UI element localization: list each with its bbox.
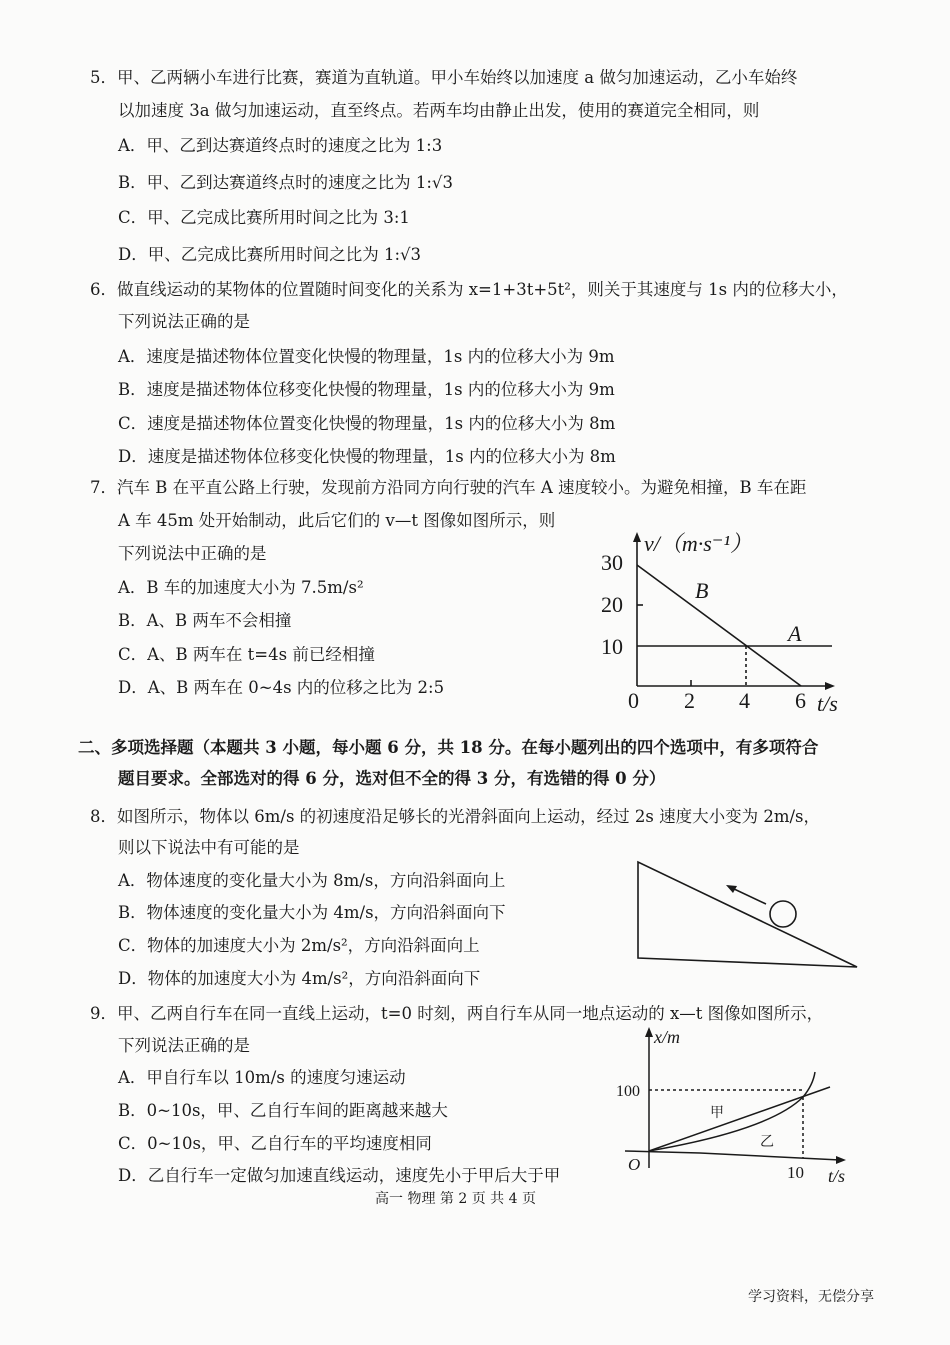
q9-option-a: A．甲自行车以 10m/s 的速度匀速运动: [118, 1068, 406, 1087]
section2-heading-1: 二、多项选择题（本题共 3 小题，每小题 6 分，共 18 分。在每小题列出的四个选项中，有多项符合: [78, 738, 819, 757]
q5-option-d: D．甲、乙完成比赛所用时间之比为 1:√3: [118, 245, 422, 264]
q7-option-b: B．A、B 两车不会相撞: [118, 611, 292, 630]
q7-option-c: C．A、B 两车在 t=4s 前已经相撞: [118, 645, 375, 664]
x-tick-2: 2: [684, 688, 695, 713]
q5-stem-1: 5．甲、乙两辆小车进行比赛，赛道为直轨道。甲小车始终以加速度 a 做匀加速运动，乙小车始终: [90, 68, 798, 87]
q9-option-d: D．乙自行车一定做匀加速直线运动，速度先小于甲后大于甲: [118, 1166, 561, 1185]
q9-stem-2: 下列说法正确的是: [118, 1036, 250, 1055]
x-axis: [625, 1151, 840, 1160]
x-axis-label: t/s: [828, 1166, 846, 1186]
y-tick-100: 100: [616, 1083, 640, 1100]
q7-option-d: D．A、B 两车在 0~4s 内的位移之比为 2:5: [118, 678, 445, 697]
q6-option-a: A．速度是描述物体位置变化快慢的物理量，1s 内的位移大小为 9m: [118, 347, 615, 366]
y-tick-30: 30: [601, 550, 623, 575]
q5-option-c: C．甲、乙完成比赛所用时间之比为 3:1: [118, 208, 410, 227]
q9-stem-1: 9．甲、乙两自行车在同一直线上运动，t=0 时刻，两自行车从同一地点运动的 x—t 图像如图所示，: [90, 1004, 824, 1023]
q6-option-c: C．速度是描述物体位置变化快慢的物理量，1s 内的位移大小为 8m: [118, 414, 616, 433]
x-tick-10: 10: [787, 1163, 804, 1182]
q6-stem-2: 下列说法正确的是: [118, 312, 250, 331]
x-tick-6: 6: [795, 688, 806, 713]
y-tick-20: 20: [601, 592, 623, 617]
q8-stem-2: 则以下说法中有可能的是: [118, 838, 300, 857]
q8-option-d: D．物体的加速度大小为 4m/s²，方向沿斜面向下: [118, 969, 481, 988]
q5-option-b: B．甲、乙到达赛道终点时的速度之比为 1:√3: [118, 173, 453, 192]
y-axis-label: v/（m·s⁻¹）: [644, 531, 753, 556]
q6-option-b: B．速度是描述物体位移变化快慢的物理量，1s 内的位移大小为 9m: [118, 380, 615, 399]
origin-label: O: [628, 1155, 641, 1174]
label-b: B: [695, 578, 709, 603]
q6-option-d: D．速度是描述物体位移变化快慢的物理量，1s 内的位移大小为 8m: [118, 447, 616, 466]
q9-option-b: B．0~10s，甲、乙自行车间的距离越来越大: [118, 1101, 448, 1120]
page-footer: 高一 物理 第 2 页 共 4 页: [375, 1191, 536, 1207]
q9-option-c: C．0~10s，甲、乙自行车的平均速度相同: [118, 1134, 432, 1153]
section2-heading-2: 题目要求。全部选对的得 6 分，选对但不全的得 3 分，有选错的得 0 分）: [118, 769, 666, 788]
q8-option-c: C．物体的加速度大小为 2m/s²，方向沿斜面向上: [118, 936, 480, 955]
q7-stem-3: 下列说法中正确的是: [118, 544, 267, 563]
q7-option-a: A．B 车的加速度大小为 7.5m/s²: [118, 578, 364, 597]
x-tick-4: 4: [739, 688, 750, 713]
y-tick-10: 10: [601, 634, 623, 659]
curve-yi: [649, 1072, 815, 1151]
label-yi: 乙: [760, 1135, 774, 1150]
q6-stem-1: 6．做直线运动的某物体的位置随时间变化的关系为 x=1+3t+5t²，则关于其速度与 1s 内的位移大小，: [90, 280, 848, 299]
q5-option-a: A．甲、乙到达赛道终点时的速度之比为 1:3: [118, 136, 443, 155]
x-axis-label: t/s: [817, 691, 838, 716]
q5-stem-2: 以加速度 3a 做匀加速运动，直至终点。若两车均由静止出发，使用的赛道完全相同，则: [118, 101, 760, 120]
label-jia: 甲: [710, 1106, 724, 1121]
q8-stem-1: 8．如图所示，物体以 6m/s 的初速度沿足够长的光滑斜面向上运动，经过 2s 速度大小变为 2m/s，: [90, 807, 821, 826]
x-arrow-icon: [836, 1156, 846, 1164]
q7-stem-1: 7．汽车 B 在平直公路上行驶，发现前方沿同方向行驶的汽车 A 速度较小。为避免相撞，B 车在距: [90, 478, 807, 497]
label-a: A: [788, 621, 802, 646]
y-arrow-icon: [645, 1027, 653, 1037]
q8-option-b: B．物体速度的变化量大小为 4m/s，方向沿斜面向下: [118, 903, 506, 922]
q8-option-a: A．物体速度的变化量大小为 8m/s，方向沿斜面向上: [118, 871, 506, 890]
q7-stem-2: A 车 45m 处开始制动，此后它们的 v—t 图像如图所示，则: [118, 511, 556, 530]
y-axis-label: x/m: [654, 1027, 680, 1047]
watermark-text: 学习资料，无偿分享: [748, 1289, 874, 1305]
x-tick-0: 0: [628, 688, 639, 713]
